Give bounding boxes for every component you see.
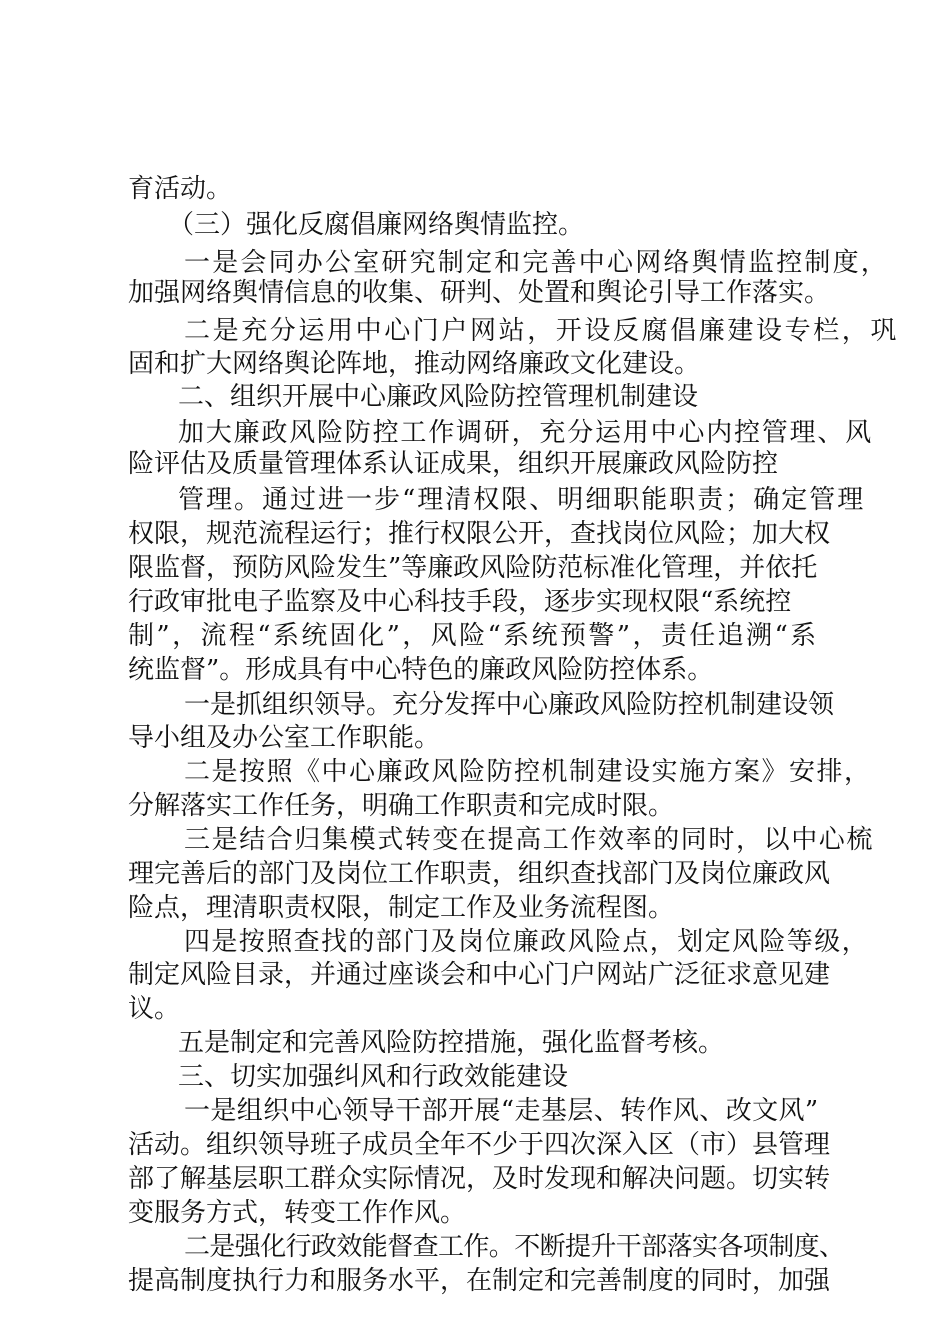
section-heading: 二、组织开展中心廉政风险防控管理机制建设 — [178, 382, 699, 412]
text-line: 加强网络舆情信息的收集、研判、处置和舆论引导工作落实。 — [128, 278, 831, 308]
text-line: 制定风险目录，并通过座谈会和中心门户网站广泛征求意见建 — [128, 960, 831, 990]
text-line: 制”，流程“系统固化”，风险“系统预警”，责任追溯“系 — [128, 621, 819, 651]
text-line: 一是组织中心领导干部开展“走基层、转作风、改文风” — [184, 1096, 819, 1126]
text-line: 三是结合归集模式转变在提高工作效率的同时，以中心梳 — [184, 825, 875, 855]
text-line: 育活动。 — [128, 174, 233, 204]
text-line: 管理。通过进一步“理清权限、明细职能职责；确定管理 — [178, 485, 866, 515]
text-line: 二是按照《中心廉政风险防控机制建设实施方案》安排， — [184, 757, 872, 787]
text-line: 权限，规范流程运行；推行权限公开，查找岗位风险；加大权 — [128, 519, 831, 549]
text-line: 分解落实工作任务，明确工作职责和完成时限。 — [128, 791, 675, 821]
text-line: 限监督，预防风险发生”等廉政风险防范标准化管理，并依托 — [128, 553, 818, 583]
text-line: （三）强化反腐倡廉网络舆情监控。 — [168, 210, 585, 240]
text-line: 险点，理清职责权限，制定工作及业务流程图。 — [128, 893, 675, 923]
text-line: 部了解基层职工群众实际情况，及时发现和解决问题。切实转 — [128, 1164, 831, 1194]
text-line: 行政审批电子监察及中心科技手段，逐步实现权限“系统控 — [128, 587, 792, 617]
text-line: 一是抓组织领导。充分发挥中心廉政风险防控机制建设领 — [184, 690, 835, 720]
text-line: 一是会同办公室研究制定和完善中心网络舆情监控制度， — [184, 248, 890, 278]
text-line: 五是制定和完善风险防控措施，强化监督考核。 — [178, 1028, 725, 1058]
text-line: 二是充分运用中心门户网站，开设反腐倡廉建设专栏，巩 — [184, 316, 900, 346]
text-line: 理完善后的部门及岗位工作职责，组织查找部门及岗位廉政风 — [128, 859, 831, 889]
text-line: 议。 — [128, 994, 181, 1024]
text-line: 固和扩大网络舆论阵地，推动网络廉政文化建设。 — [128, 349, 701, 379]
text-line: 二是强化行政效能督查工作。不断提升干部落实各项制度、 — [184, 1232, 845, 1262]
text-line: 四是按照查找的部门及岗位廉政风险点，划定风险等级， — [184, 927, 870, 957]
text-line: 活动。组织领导班子成员全年不少于四次深入区（市）县管理 — [128, 1130, 831, 1160]
text-line: 险评估及质量管理体系认证成果，组织开展廉政风险防控 — [128, 449, 779, 479]
section-heading: 三、切实加强纠风和行政效能建设 — [178, 1062, 569, 1092]
text-line: 统监督”。形成具有中心特色的廉政风险防控体系。 — [128, 655, 714, 685]
text-line: 变服务方式，转变工作作风。 — [128, 1198, 467, 1228]
text-line: 导小组及办公室工作职能。 — [128, 723, 441, 753]
text-line: 提高制度执行力和服务水平，在制定和完善制度的同时，加强 — [128, 1266, 831, 1296]
text-line: 加大廉政风险防控工作调研，充分运用中心内控管理、风 — [178, 418, 874, 448]
